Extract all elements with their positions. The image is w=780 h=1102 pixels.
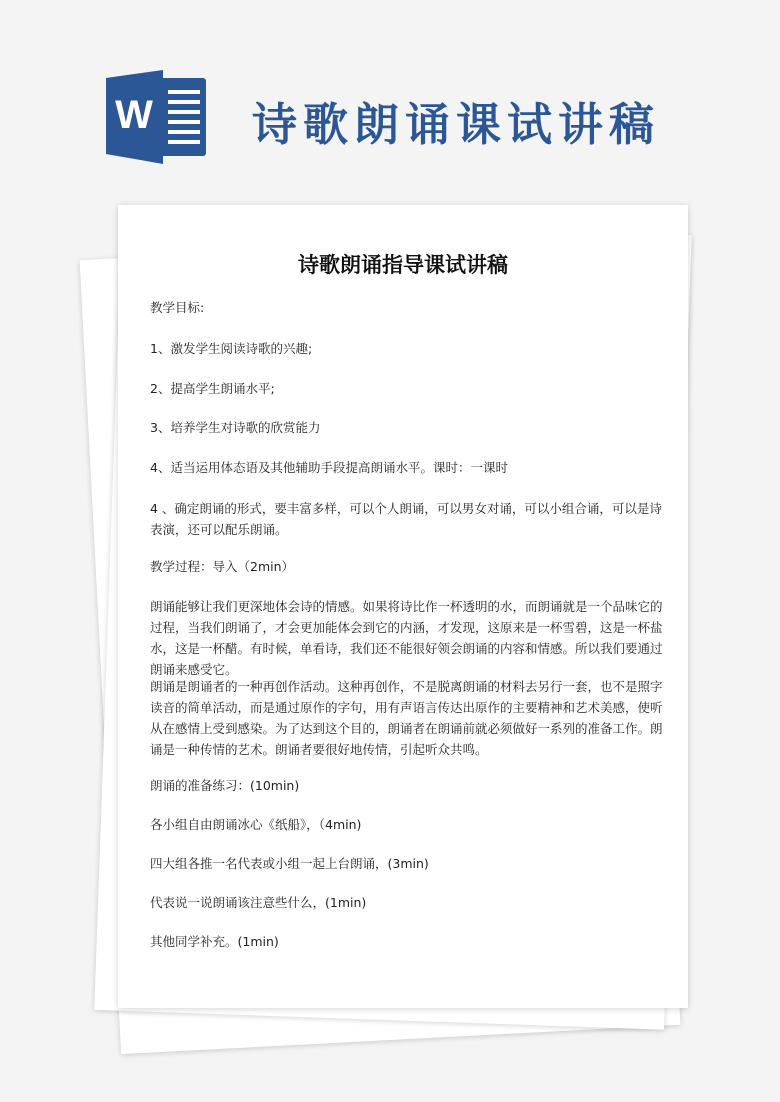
document-title: 诗歌朗诵指导课试讲稿 (298, 253, 508, 277)
paragraph: 各小组自由朗诵冰心《纸船》，（4min) (150, 817, 362, 832)
paragraph: 4 、确定朗诵的形式，要丰富多样，可以个人朗诵，可以男女对诵，可以小组合诵，可以是诗表演，还可以配乐朗诵。 (150, 501, 662, 537)
paragraph: 教学过程：导入（2min） (150, 559, 295, 574)
paragraph: 朗诵是朗诵者的一种再创作活动。这种再创作，不是脱离朗诵的材料去另行一套，也不是照字读音的简单活动，而是通过原作的字句，用有声语言传达出原作的主要精神和艺术美感，使听从在感情上受到感染。为了达到这个目的，朗诵者在朗诵前就必须做好一系列的准备工作。朗诵是一种传情的艺术。朗诵者要很好地传情，引起听众共鸣。 (150, 679, 663, 757)
header-title: 诗歌朗诵课试讲稿 (252, 98, 661, 151)
paragraph: 1、激发学生阅读诗歌的兴趣; (150, 341, 313, 356)
paragraph: 2、提高学生朗诵水平; (150, 381, 275, 396)
paragraph: 朗诵的准备练习：(10min) (150, 778, 300, 793)
document-page (118, 205, 688, 1008)
paragraph: 3、培养学生对诗歌的欣赏能力 (150, 420, 321, 435)
paragraph: 4、适当运用体态语及其他辅助手段提高朗诵水平。课时：一课时 (150, 460, 508, 475)
word-logo-icon (106, 70, 210, 164)
svg-text:W: W (115, 93, 153, 137)
paragraph: 四大组各推一名代表或小组一起上台朗诵，(3min) (150, 856, 429, 871)
paragraph: 代表说一说朗诵该注意些什么，(1min) (150, 895, 367, 910)
paragraph: 朗诵能够让我们更深地体会诗的情感。如果将诗比作一杯透明的水，而朗诵就是一个品味它的过程，当我们朗诵了，才会更加能体会到它的内涵，才发现，这原来是一杯雪碧，这是一杯盐水，这是一杯醋。有时候，单看诗，我们还不能很好领会朗诵的内容和情感。所以我们要通过朗诵来感受它。 (150, 599, 663, 677)
paragraph: 其他同学补充。(1min) (150, 934, 279, 949)
paragraph: 教学目标: (150, 300, 205, 315)
